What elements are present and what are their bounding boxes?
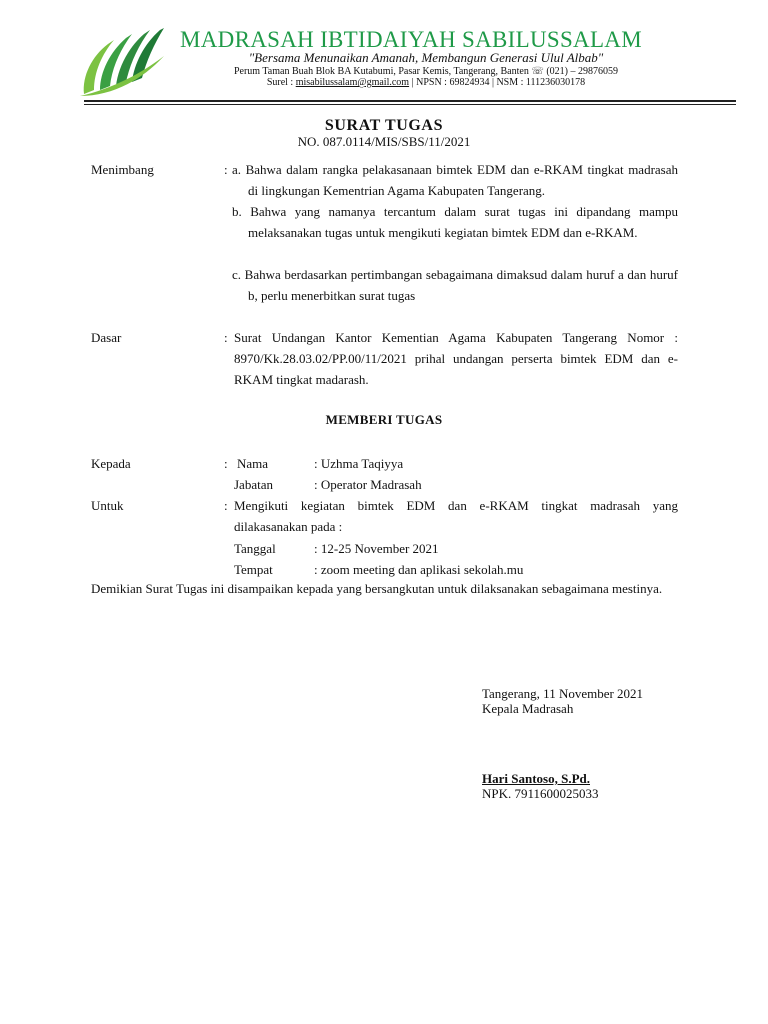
dasar-colon: :: [224, 330, 228, 345]
untuk-label: Untuk: [91, 498, 124, 513]
email-prefix: Surel :: [266, 77, 294, 88]
tempat-value: : zoom meeting dan aplikasi sekolah.mu: [314, 562, 524, 577]
signatory-name: Hari Santoso, S.Pd.: [482, 771, 590, 786]
signature-place-date: Tangerang, 11 November 2021: [482, 686, 644, 701]
signature-position: Kepala Madrasah: [482, 701, 574, 716]
dasar-text: Surat Undangan Kantor Kementian Agama Kabupaten Tangerang Nomor : 8970/Kk.28.03.02/PP.00/11/2021 prihal undangan perserta bimtek EDM dan e-RKAM tingkat madarash.: [234, 330, 678, 387]
closing-paragraph: Demikian Surat Tugas ini disampaikan kepada yang bersangkutan untuk dilaksanakan sebagaimana mestinya.: [91, 581, 663, 596]
document-title: SURAT TUGAS: [324, 117, 444, 134]
untuk-colon: :: [224, 498, 228, 513]
school-contact: Surel : misabilussalam@gmail.com | NPSN : 69824934 | NSM : 111236030178: [266, 77, 586, 88]
email-link[interactable]: misabilussalam@gmail.com: [295, 77, 410, 88]
menimbang-colon: :: [224, 162, 228, 177]
jabatan-value: : Operator Madrasah: [314, 477, 422, 492]
section-heading: MEMBERI TUGAS: [325, 412, 443, 427]
document-number: NO. 087.0114/MIS/SBS/11/2021: [297, 134, 471, 149]
phone-number: (021) – 29876059: [546, 66, 619, 77]
menimbang-item-c: c. Bahwa berdasarkan pertimbangan sebagaimana dimaksud dalam huruf a dan huruf b, perlu menerbitkan surat tugas: [232, 267, 678, 303]
kepada-label: Kepada: [91, 456, 131, 471]
address-text: Perum Taman Buah Blok BA Kutabumi, Pasar Kemis, Tangerang, Banten: [233, 66, 529, 77]
phone-icon: ☏: [531, 66, 544, 77]
menimbang-item-a: a. Bahwa dalam rangka pelakasanaan bimtek EDM dan e-RKAM tingkat madrasah di lingkungan Kementrian Agama Kabupaten Tangerang.: [232, 162, 678, 198]
school-ids: NPSN : 69824934 | NSM : 111236030178: [416, 77, 586, 88]
letterhead-rule-thick: [84, 100, 736, 102]
nama-value: : Uzhma Taqiyya: [314, 456, 404, 471]
tanggal-value: : 12-25 November 2021: [314, 541, 439, 556]
menimbang-label: Menimbang: [91, 162, 154, 177]
school-logo: [78, 26, 166, 96]
dasar-label: Dasar: [91, 330, 122, 345]
tempat-label: Tempat: [234, 562, 273, 577]
kepada-colon: :: [224, 456, 228, 471]
nama-label: Nama: [237, 456, 269, 471]
signatory-npk: NPK. 7911600025033: [482, 786, 599, 801]
jabatan-label: Jabatan: [234, 477, 273, 492]
untuk-text: Mengikuti kegiatan bimtek EDM dan e-RKAM tingkat madrasah yang dilakasanakan pada :: [234, 498, 678, 534]
letterhead-rule-thin: [84, 104, 736, 105]
school-name: MADRASAH IBTIDAIYAH SABILUSSALAM: [180, 27, 642, 52]
menimbang-item-b: b. Bahwa yang namanya tercantum dalam surat tugas ini dipandang mampu melaksanakan tugas untuk mengikuti kegiatan bimtek EDM dan e-RKAM.: [232, 204, 678, 240]
school-motto: "Bersama Menunaikan Amanah, Membangun Generasi Ulul Albab": [248, 50, 604, 65]
logo-leaf-right: [132, 28, 164, 82]
tanggal-label: Tanggal: [234, 541, 276, 556]
